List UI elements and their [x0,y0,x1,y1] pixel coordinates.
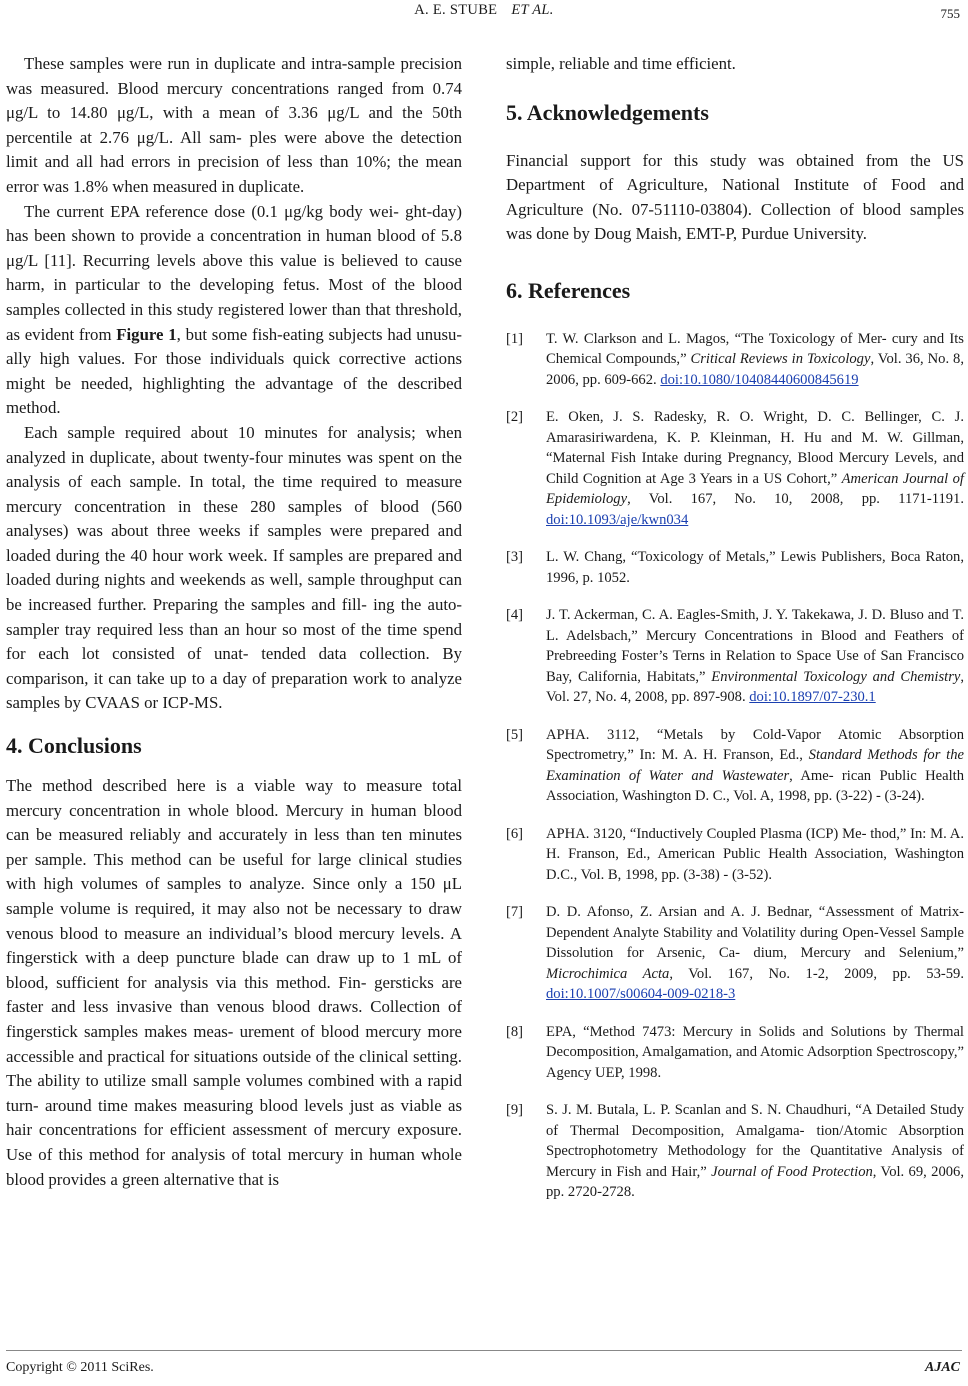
journal-abbrev: AJAC [924,1360,960,1375]
running-title [0,2,968,19]
reference-details: , Vol. 167, No. 10, 2008, pp. 1171-1191. [627,491,964,508]
page-number: 755 [940,6,960,21]
reference-text: J. T. Ackerman, C. A. Eagles-Smith, J. Y. Takekawa, J. D. Bluso and T. L. Adelsbach,” Mercury Concentrations in Blood and Feathers of Prebreeding Foster’s Terns in Relation to Space Use of San Francisco Bay, California, Habitats,” [546,607,964,685]
reference-number: [6] [506,825,524,842]
reference-item [506,1100,964,1203]
reference-source-title: Journal of Food Protection [711,1163,873,1180]
figure-reference: Figure 1 [116,324,177,344]
reference-text: D. D. Afonso, Z. Arsian and A. J. Bednar, “Assessment of Matrix-Dependent Analyte Stability and Volatility during Open-Vessel Sample Dissolution for Arsenic, Ca- dium, Mercury and Selenium,” [546,904,964,962]
right-column [506,52,964,1220]
continuation-text: simple, reliable and time efficient. [506,54,736,73]
reference-source-title: Microchimica Acta [546,965,670,982]
page-header [0,2,968,24]
reference-item [506,824,964,886]
left-column [6,52,462,1192]
reference-text: L. W. Chang, “Toxicology of Metals,” Lewis Publishers, Boca Raton, 1996, p. 1052. [546,549,964,586]
reference-source-title: Critical Reviews in Toxicology [690,351,871,368]
reference-text: APHA. 3112, “Metals by Cold-Vapor Atomic Absorption Spectrometry,” In: M. A. H. Franson, Ed., [546,726,964,764]
reference-number: [7] [506,904,524,921]
reference-item [506,1022,964,1084]
copyright-notice: Copyright © 2011 SciRes. [6,1360,154,1375]
running-title-et-al: ET AL. [511,2,554,18]
reference-details: , Vol. 69, 2006, pp. 2720-2728. [546,1163,964,1201]
body-paragraph: These samples were run in duplicate and intra-sample precision was measured. Blood mercury concentrations ranged from 0.74 μg/L to 14.80 μg/L, with a mean of 3.36 μg/L and the 50th percentile at 2.76 μg/L. All sam- ples were above the detection limit and all had errors in precision of less than 10%; the mean error was 1.8% when measured in duplicate. [6,54,462,196]
reference-text: APHA. 3120, “Inductively Coupled Plasma (ICP) Me- thod,” In: M. A. H. Franson, Ed., American Public Health Association, Washington D.C., Vol. B, 1998, pp. (3-38) - (3-52). [546,825,964,883]
body-paragraph: Each sample required about 10 minutes for analysis; when analyzed in duplicate, about twenty-four minutes was spent on the analysis of each sample. In total, the time required to measure mercury concentration in these 280 samples of blood (560 analyses) was about three weeks if samples were prepared and loaded during the 40 hour work week. If samples are prepared and loaded during nights and weekends as well, sample throughput can be increased further. Preparing the samples and fill- ing the auto-sampler tray required less than an hour so most of the time spend for each lot consisted of unat- tended data collection. By comparison, it can take up to a day of preparation work to analyze samples by CVAAS or ICP-MS. [6,422,462,713]
conclusions-paragraph: The method described here is a viable way to measure total mercury concentration in whole blood. Mercury in human blood can be measured reliably and accurately in less than ten minutes per sample. This method can be useful for large clinical studies with high volumes of samples to analyze. Since only a 150 μL sample volume is required, it may also not be necessary to draw venous blood to measure an individual’s blood mercury levels. A fingerstick with a deep puncture blade can draw up to 1 mL of blood, sufficient for analysis via this method. Fin- gersticks are faster and less invasive than venous blood draws. Collection of fingerstick samples makes meas- urement of blood mercury more accessible and practical for situations outside of the clinical setting. The ability to utilize small sample volumes combined with a rapid turn- around time makes measuring blood levels just as viable as hair concentrations for efficient assessment of mercury exposure. Use of this method for analysis of total mercury in human whole blood provides a green alternative that is [6,776,462,1189]
reference-doi-link[interactable]: doi:10.1093/aje/kwn034 [546,511,689,528]
reference-item [506,547,964,588]
reference-number: [3] [506,549,524,566]
reference-number: [8] [506,1023,524,1040]
reference-source-title: American Journal of Epidemiology [546,470,964,508]
reference-details: , Vol. 27, No. 4, 2008, pp. 897-908. [546,668,965,706]
page-footer [0,1346,968,1386]
reference-item [506,725,964,807]
reference-doi-link[interactable]: doi:10.1007/s00604-009-0218-3 [546,986,736,1003]
reference-item [506,407,964,530]
reference-text: S. J. M. Butala, L. P. Scanlan and S. N. Chaudhuri, “A Detailed Study of Thermal Decomposition, Amalgama- tion/Atomic Absorption Spectrophotometry Methodology for the Quantitative Analysis of Mercury in Fish and Hair,” [546,1102,964,1180]
reference-doi-link[interactable]: doi:10.1080/10408440600845619 [660,371,859,388]
running-title-author: A. E. STUBE [414,2,498,18]
reference-source-title: Standard Methods for the Examination of Water and Wastewater [546,747,964,784]
reference-details: , Vol. 167, No. 1-2, 2009, pp. 53-59. [669,965,965,982]
reference-doi-link[interactable]: doi:10.1897/07-230.1 [749,689,876,706]
reference-text: T. W. Clarkson and L. Magos, “The Toxicology of Mer- cury and Its Chemical Compounds,” [546,330,964,368]
reference-number: [5] [506,726,524,743]
reference-text: E. Oken, J. S. Radesky, R. O. Wright, D. C. Bellinger, C. J. Amarasiriwardena, K. P. Kleinman, H. Hu and M. W. Gillman, “Maternal Fish Intake during Pregnancy, Blood Mercury Levels, and Child Cognition at Age 3 Years in a US Cohort,” [546,409,964,487]
section-heading-conclusions: 4. Conclusions [6,733,142,759]
reference-item [506,329,964,391]
acknowledgements-paragraph: Financial support for this study was obtained from the US Department of Agriculture, National Institute of Food and Agriculture (No. 07-51110-03804). Collection of blood samples was done by Doug Maish, EMT-P, Purdue University. [506,150,964,244]
reference-text: EPA, “Method 7473: Mercury in Solids and Solutions by Thermal Decomposition, Amalgamation, and Atomic Adsorption Spectroscopy,” Agency UEP, 1998. [546,1023,964,1081]
reference-source-title: Environmental Toxicology and Chemistry [711,668,961,685]
reference-list [506,329,964,1203]
section-heading-acknowledgements: 5. Acknowledgements [506,99,709,125]
reference-item [506,902,964,1005]
reference-number: [2] [506,409,524,426]
epa-text-after: , but some fish-eating subjects had unusu- ally high values. For those individuals quick corrective actions might be needed, highlighting the advantage of the described method. [6,324,462,418]
reference-item [506,605,964,708]
body-paragraph-epa [6,200,462,421]
reference-number: [9] [506,1102,524,1119]
footer-divider [6,1350,962,1351]
reference-details: , Ame- rican Public Health Association, Washington D. C., Vol. A, 1998, pp. (3-22) - (3-24). [546,767,964,805]
reference-number: [1] [506,330,524,347]
section-heading-references: 6. References [506,277,631,303]
reference-number: [4] [506,607,524,624]
epa-text-before: The current EPA reference dose (0.1 μg/kg body wei- ght-day) has been shown to provide a concentration in human blood of 5.8 μg/L [11]. Recurring levels above this value is believed to cause harm, in particular to the developing fetus. Most of the blood samples collected in this study registered lower than that threshold, as evident from [6,201,462,344]
reference-details: , Vol. 36, No. 8, 2006, pp. 609-662. [546,351,964,388]
